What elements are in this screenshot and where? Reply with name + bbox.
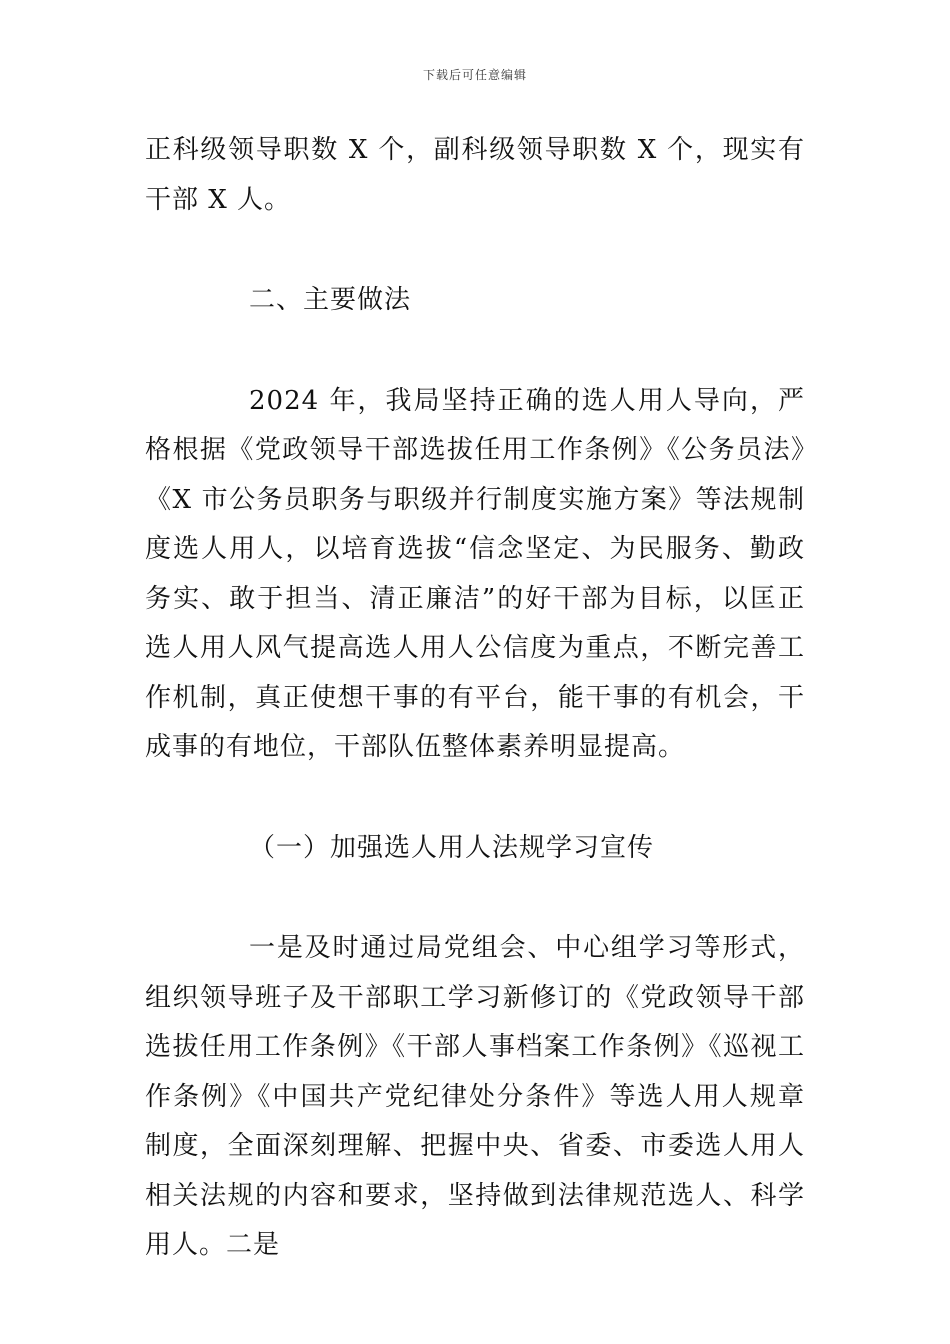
document-body <box>145 126 805 1271</box>
page-header: 下载后可任意编辑 <box>422 68 527 82</box>
subsection-heading-regulations: （一）加强选人用人法规学习宣传 <box>249 832 655 863</box>
section-heading-main-practices: 二、主要做法 <box>249 285 412 315</box>
paragraph-study: 一是及时通过局党组会、中心组学习等形式，组织领导班子及干部职工学习新修订的《党政领导干部选拔任用工作条例》《干部人事档案工作条例》《巡视工作条例》《中国共产党纪律处分条件》等选人用人规章制度，全面深刻理解、把握中央、省委、市委选人用人相关法规的内容和要求，坚持做到法律规范选人、科学用人。二是 <box>145 933 805 1260</box>
paragraph-overview: 2024 年，我局坚持正确的选人用人导向，严格根据《党政领导干部选拔任用工作条例》《公务员法》《X 市公务员职务与职级并行制度实施方案》等法规制度选人用人，以培育选拔“信念坚定、为民服务、勤政务实、敢于担当、清正廉洁”的好干部为目标，以匡正选人用人风气提高选人用人公信度为重点，不断完善工作机制，真正使想干事的有平台，能干事的有机会，干成事的有地位，干部队伍整体素养明显提高。 <box>145 385 805 762</box>
paragraph-staffing: 正科级领导职数 X 个，副科级领导职数 X 个，现实有干部 X 人。 <box>145 135 805 215</box>
